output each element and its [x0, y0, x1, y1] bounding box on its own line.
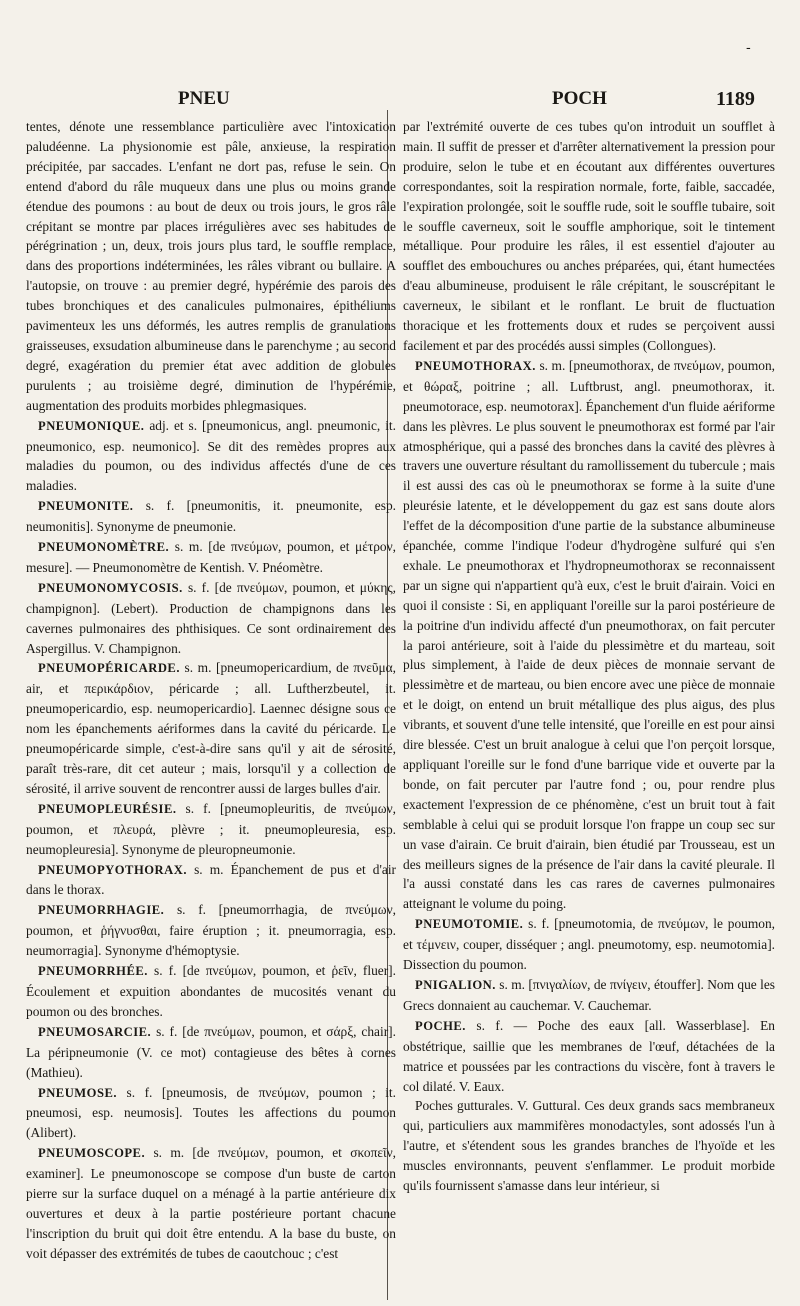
headword: PNEUMOPYOTHORAX. — [38, 862, 187, 877]
entry-pneumonometre: PNEUMONOMÈTRE. s. m. [de πνεύμων, poumon, et μέτρον, mesure]. — Pneumonomètre de Kentish. V. Pnéomètre. — [26, 539, 396, 575]
headword: POCHE. — [415, 1018, 466, 1033]
entry-pneumorrhagie: PNEUMORRHAGIE. s. f. [pneumorrhagia, de πνεύμων, poumon, et ῥήγνυσθαι, faire éruption ; it. pneumorragia, esp. neumorragia]. Synonyme d'hémoptysie. — [26, 902, 396, 959]
headword: PNEUMONOMYCOSIS. — [38, 580, 183, 595]
entry-pnigalion: PNIGALION. s. m. [πνιγαλίων, de πνίγειν, étouffer]. Nom que les Grecs donnaient au cauchemar. V. Cauchemar. — [403, 976, 775, 1013]
headword: PNEUMOSARCIE. — [38, 1024, 152, 1039]
entry-pneumoscope: PNEUMOSCOPE. s. m. [de πνεύμων, poumon, et σκοπεῖν, examiner]. Le pneumonoscope se compose d'un buste de carton pierre sur la surface duquel on a ménagé à la partie antérieure dix ouvertures et deux à la partie postérieure portant chacune l'inscription du bruit qui doit être entendu. A la base du buste, on voit dépasser des extrémités de tubes de caoutchouc ; c'est — [26, 1145, 396, 1261]
headword: PNEUMONIQUE. — [38, 418, 145, 433]
entry-poche: POCHE. s. f. — Poche des eaux [all. Wasserblase]. En obstétrique, saillie que les membranes de l'œuf, détachées de la matrice et poussées par les contractions du viscère, font à travers le col dilaté. V. Eaux. — [403, 1017, 775, 1094]
paragraph: par l'extrémité ouverte de ces tubes qu'on introduit un soufflet à main. Il suffit de presser et d'arrêter alternativement la pression pour produire, selon le tube et en écoutant aux différentes ouvertures correspondantes, soit la respiration normale, forte, faible, saccadée, l'expiration prolongée, soit le souffle rude, soit le souffle tubaire, soit le souffle caverneux, soit le souffle amphorique, soit le tintement métallique. Pour produire les râles, il est essentiel d'ajouter au soufflet des embouchures ou anches préparées, qui, étant humectées d'eau albumineuse, produisent le râle crépitant, le souscrépitant le caverneux, le sibilant et le ronflant. Le bruit de fluctuation thoracique et les frottements doux et rudes se perçoivent aussi facilement et par des procédés aussi simples (Collongues). — [403, 119, 775, 353]
headword: PNEUMOSCOPE. — [38, 1146, 146, 1161]
page-number: 1189 — [716, 88, 755, 110]
headword: PNEUMOSE. — [38, 1085, 118, 1100]
entry-pneumonique: PNEUMONIQUE. adj. et s. [pneumonicus, angl. pneumonic, it. pneumonico, esp. neumonico]. Se dit des remèdes propres aux maladies du poumon, ou des individus affectés d'une de ces maladies. — [26, 417, 396, 494]
entry-pneumonomycosis: PNEUMONOMYCOSIS. s. f. [de πνεύμων, poumon, et μύκης, champignon]. (Lebert). Production de champignons dans les cavernes pulmonaires des phthisiques. Ce sont ordinairement des Aspergillus. V. Champignon. — [26, 579, 396, 656]
entry-pneumonite: PNEUMONITE. s. f. [pneumonitis, it. pneumonite, esp. neumonitis]. Synonyme de pneumonie. — [26, 498, 396, 535]
headword: PNEUMOTHORAX. — [415, 358, 536, 373]
running-head-right: POCH — [552, 88, 607, 109]
entry-pneumopyothorax: PNEUMOPYOTHORAX. s. m. Épanchement de pus et d'air dans le thorax. — [26, 861, 396, 898]
entry-pneumotomie: PNEUMOTOMIE. s. f. [pneumotomia, de πνεύμων, le poumon, et τέμνειν, couper, disséquer ; angl. pneumotomy, esp. neumotomia]. Dissection du poumon. — [403, 916, 775, 973]
running-head-left: PNEU — [178, 88, 230, 109]
left-column — [26, 117, 396, 1297]
entry-pneumopericarde: PNEUMOPÉRICARDE. s. m. [pneumopericardium, de πνεῦμα, air, et περικάρδιον, péricarde ; all. Luftherzbeutel, it. pneumopericardio, esp. neumopericardio]. Laennec désigne sous ce nom les épanchements aériformes dans la cavité du péricarde. Le pneumopéricarde simple, c'est-à-dire sans qu'il y ait de sérosité, paraît très-rare, dit cet auteur ; mais, lorsqu'il y a collection de sérosité, il arrive souvent de rencontrer aussi de larges bulles d'air. — [26, 660, 396, 796]
entry-pneumopleuresie: PNEUMOPLEURÉSIE. s. f. [pneumopleuritis, de πνεύμων, poumon, et πλευρά, plèvre ; it. pneumopleuresia, esp. neumopleuresia]. Synonyme de pleuropneumonie. — [26, 800, 396, 857]
headword: PNEUMORRHAGIE. — [38, 903, 165, 918]
headword: PNEUMORRHÉE. — [38, 964, 148, 979]
paragraph: tentes, dénote une ressemblance particulière avec l'intoxication paludéenne. La physionomie est pâle, anxieuse, la respiration précipitée, par saccades. L'enfant ne dort pas, refuse le sein. On entend d'abord du râle muqueux dans une plus ou moins grande étendue des poumons : au bout de deux ou trois jours, le gros râle crépitant se montre par places irrégulières avec ses habitudes de pérégrination ; un, deux, trois jours plus tard, le souffle remplace, dans des proportions indéterminées, les râles vibrant ou bullaire. A l'autopsie, on trouve : au premier degré, hypérémie des parois des tubes bronchiques et des canalicules pulmonaires, épithéliums pavimenteux les uns déformés, les autres remplis de granulations graisseuses, exsudation albumineuse dans le parenchyme ; au second degré, exagération du premier état avec addition de globules purulents ; au troisième degré, diminution de l'hypérémie, augmentation des produits morbides phlegmasiques. — [26, 119, 396, 413]
headword: PNEUMOPLEURÉSIE. — [38, 801, 177, 816]
headword: PNEUMONOMÈTRE. — [38, 540, 170, 555]
headword: PNEUMOTOMIE. — [415, 917, 524, 932]
headword: PNEUMONITE. — [38, 499, 134, 514]
headword: PNEUMOPÉRICARDE. — [38, 661, 180, 676]
entry-pneumose: PNEUMOSE. s. f. [pneumosis, de πνεύμων, poumon ; it. pneumosi, esp. neumosis]. Toutes les affections du poumon (Alibert). — [26, 1084, 396, 1141]
corner-mark: - — [746, 40, 751, 56]
entry-pneumorrhee: PNEUMORRHÉE. s. f. [de πνεύμων, poumon, et ῥεῖν, fluer]. Écoulement et expuition abondantes de mucosités venant du poumon ou des bronches. — [26, 963, 396, 1019]
headword: PNIGALION. — [415, 977, 496, 992]
entry-poches-gutturales: Poches gutturales. V. Guttural. Ces deux grands sacs membraneux qui, particuliers aux mammifères monodactyles, sont adossés l'un à l'autre, et s'étendent sous les grandes branches de l'hyoïde et les muscles environnants, peuvent s'enflammer. Le produit morbide qu'ils fournissent s'amasse dans leur intérieur, si — [403, 1098, 775, 1194]
page-header — [0, 88, 800, 118]
entry-pneumosarcie: PNEUMOSARCIE. s. f. [de πνεύμων, poumon, et σάρξ, chair]. La péripneumonie (V. ce mot) contagieuse des bêtes à cornes (Mathieu). — [26, 1023, 396, 1080]
right-column — [403, 117, 775, 1297]
entry-pneumothorax: PNEUMOTHORAX. s. m. [pneumothorax, de πνεύμων, poumon, et θώραξ, poitrine ; all. Luftbrust, angl. pneumothorax, it. pneumotorace, esp. neumotorax]. Épanchement d'un fluide aériforme dans les plèvres. Le plus souvent le pneumothorax est formé par l'air atmosphérique, qui a passé des bronches dans la cavité des plèvres à travers une ouverture résultant du ramollissement du tubercule ; mais il est aussi des cas où le pneumothorax se forme à la suite d'une pleurésie latente, et le développement du gaz est sans doute alors l'effet de la décomposition d'une partie de la substance albumineuse épanchée, comme l'indique l'odeur d'hydrogène sulfuré qui s'en exhale. Le pneumothorax et l'hydropneumothorax se reconnaissent par un signe qui n'appartient qu'à eux, c'est le bruit d'airain. Voici en quoi il consiste : Si, en appliquant l'oreille sur la paroi postérieure de la poitrine d'un individu affecté d'un pneumothorax, on fait percuter la paroi antérieure, soit à l'aide du plessimètre et du marteau, soit plus simplement, à l'aide de deux pièces de monnaie servant de plessimètre et de marteau, ou bien encore avec une pièce de monnaie et le doigt, on entend un bruit métallique des plus aigus, des plus vibrants, et souvent d'une telle intensité, que l'oreille en est pour ainsi dire blessée. C'est un bruit analogue à celui que l'on perçoit lorsque, appliquant l'oreille sur le fond d'une barrique vide et ouverte par la bonde, on fait percuter par l'autre fond ; ou, pour rendre plus exactement l'expression de ce phénomène, c'est un bruit tout à fait semblable à celui qui se produit lorsque l'on frappe un coup sec sur un vase d'airain. Ce bruit d'airain, bien étudié par Trousseau, est un des meilleurs signes de la présence de l'air dans la cavité pleurale. Il l'a aussi constaté dans les cas rares de cavernes pulmonaires atteignant le volume du poing. — [403, 357, 775, 912]
